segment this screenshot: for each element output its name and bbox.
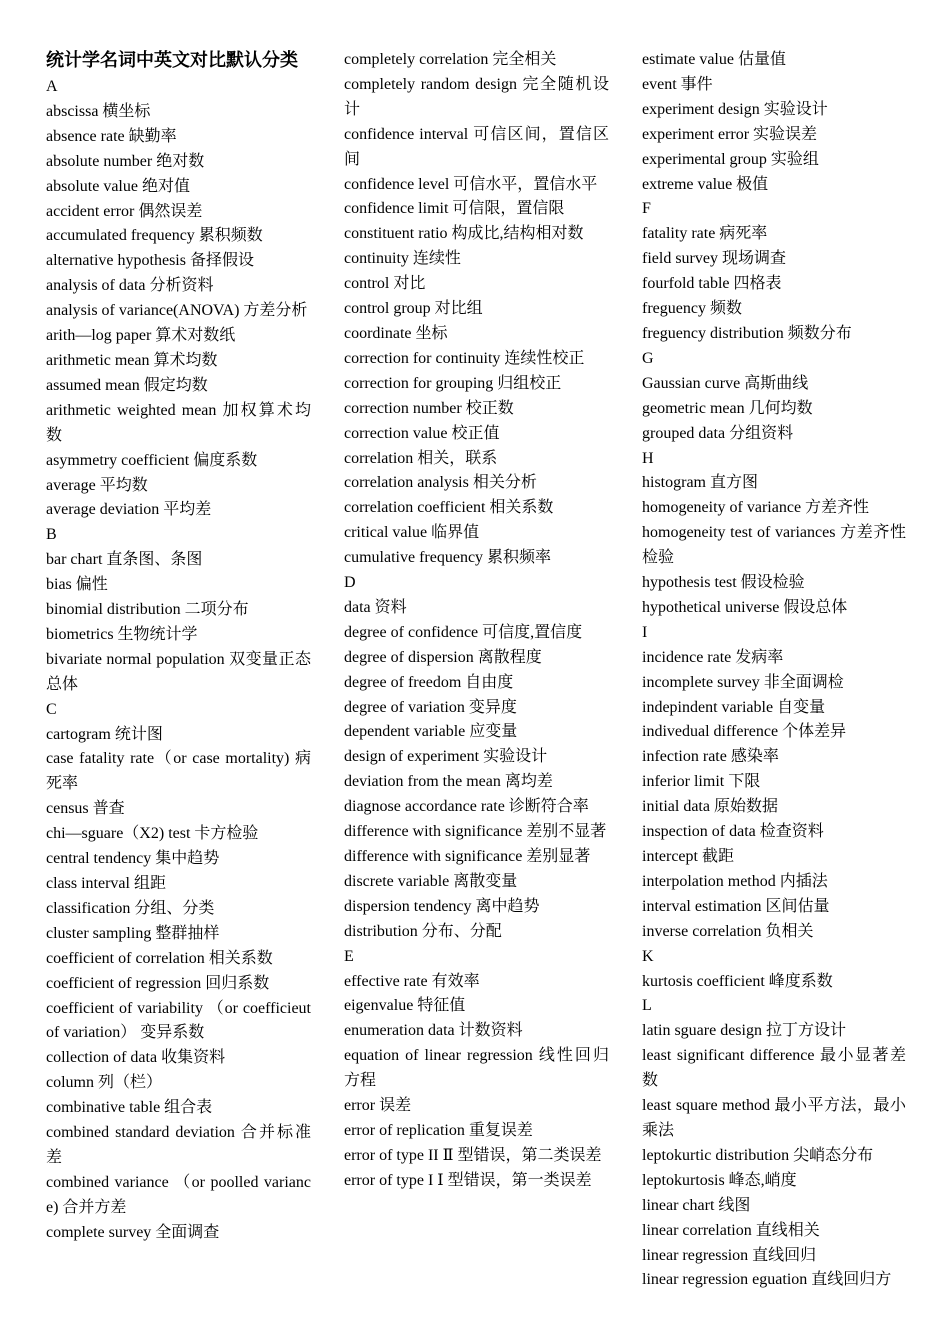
glossary-entry: indivedual difference 个体差异 <box>642 723 847 741</box>
glossary-entry: biometrics 生物统计学 <box>46 625 198 643</box>
glossary-entry: correction value 校正值 <box>344 424 500 442</box>
glossary-entry: correlation 相关，联系 <box>344 449 498 467</box>
column-1 <box>46 48 311 1246</box>
glossary-entry: confidence level 可信水平，置信水平 <box>344 175 598 193</box>
glossary-entry: Gaussian curve 高斯曲线 <box>642 374 809 392</box>
glossary-entry: analysis of variance(ANOVA) 方差分析 <box>46 302 308 320</box>
glossary-entry: arithmetic weighted mean 加权算术均数 <box>46 401 311 444</box>
glossary-entry: correlation coefficient 相关系数 <box>344 499 554 517</box>
glossary-entry: asymmetry coefficient 偏度系数 <box>46 451 258 469</box>
glossary-entry: cartogram 统计图 <box>46 725 163 743</box>
glossary-entry: accident error 偶然误差 <box>46 202 203 220</box>
glossary-entry: least square method 最小平方法，最小乘法 <box>642 1097 906 1139</box>
glossary-entry: absolute number 绝对数 <box>46 152 205 170</box>
glossary-entry: control 对比 <box>344 275 426 293</box>
glossary-entry: average deviation 平均差 <box>46 501 212 519</box>
glossary-entry: constituent ratio 构成比,结构相对数 <box>344 225 584 243</box>
glossary-entry: combinative table 组合表 <box>46 1099 213 1117</box>
glossary-entry: critical value 临界值 <box>344 524 480 542</box>
glossary-entry: bias 偏性 <box>46 576 108 594</box>
glossary-list-2 <box>344 48 609 1194</box>
glossary-entry: coefficient of correlation 相关系数 <box>46 949 273 967</box>
glossary-entry: cluster sampling 整群抽样 <box>46 924 220 942</box>
glossary-entry: freguency distribution 频数分布 <box>642 324 852 342</box>
glossary-entry: histogram 直方图 <box>642 474 758 492</box>
glossary-entry: completely random design 完全随机设计 <box>344 75 609 118</box>
glossary-list-3 <box>642 48 906 1293</box>
glossary-entry: experiment design 实验设计 <box>642 100 828 118</box>
glossary-entry: bivariate normal population 双变量正态总体 <box>46 650 311 693</box>
glossary-entry: degree of confidence 可信度,置信度 <box>344 623 583 641</box>
glossary-entry: binomial distribution 二项分布 <box>46 601 249 619</box>
glossary-entry: error of type I Ⅰ 型错误，第一类误差 <box>344 1171 592 1189</box>
glossary-entry: arith—log paper 算术对数纸 <box>46 327 236 345</box>
glossary-entry: incomplete survey 非全面调检 <box>642 673 844 691</box>
glossary-entry: combined standard deviation 合并标准差 <box>46 1124 311 1166</box>
glossary-list-1 <box>46 75 311 1246</box>
section-letter: I <box>642 623 648 641</box>
glossary-entry: degree of freedom 自由度 <box>344 673 514 691</box>
section-letter: D <box>344 574 356 592</box>
glossary-entry: incidence rate 发病率 <box>642 648 784 666</box>
glossary-entry: data 资料 <box>344 598 407 616</box>
glossary-entry: interpolation method 内插法 <box>642 872 828 890</box>
glossary-entry: arithmetic mean 算术均数 <box>46 351 218 369</box>
glossary-entry: initial data 原始数据 <box>642 798 778 816</box>
section-letter: A <box>46 78 58 95</box>
glossary-entry: grouped data 分组资料 <box>642 424 794 442</box>
glossary-entry: column 列（栏） <box>46 1074 162 1092</box>
glossary-entry: difference with significance 差别显著 <box>344 848 591 865</box>
glossary-entry: extreme value 极值 <box>642 175 769 193</box>
glossary-entry: case fatality rate（or case mortality) 病死率 <box>46 750 311 793</box>
glossary-entry: dependent variable 应变量 <box>344 723 518 741</box>
glossary-entry: inspection of data 检查资料 <box>642 823 824 841</box>
glossary-entry: coefficient of variability （or coefficieut of variation） 变异系数 <box>46 999 311 1042</box>
glossary-entry: inferior limit 下限 <box>642 773 761 791</box>
glossary-entry: linear chart 线图 <box>642 1196 751 1214</box>
glossary-entry: continuity 连续性 <box>344 250 461 268</box>
glossary-entry: interval estimation 区间估量 <box>642 897 830 915</box>
glossary-entry: fourfold table 四格表 <box>642 275 782 293</box>
glossary-entry: correction for continuity 连续性校正 <box>344 349 585 367</box>
glossary-entry: coefficient of regression 回归系数 <box>46 974 270 992</box>
glossary-entry: hypothetical universe 假设总体 <box>642 598 848 616</box>
glossary-entry: homogeneity test of variances 方差齐性检验 <box>642 524 906 567</box>
glossary-entry: design of experiment 实验设计 <box>344 748 548 766</box>
glossary-entry: diagnose accordance rate 诊断符合率 <box>344 798 589 816</box>
glossary-entry: geometric mean 几何均数 <box>642 399 813 417</box>
glossary-entry: classification 分组、分类 <box>46 899 215 917</box>
glossary-entry: average 平均数 <box>46 476 148 494</box>
glossary-entry: bar chart 直条图、条图 <box>46 551 203 569</box>
glossary-entry: fatality rate 病死率 <box>642 225 768 243</box>
glossary-entry: leptokurtosis 峰态,峭度 <box>642 1171 797 1189</box>
section-letter: H <box>642 449 654 467</box>
glossary-entry: class interval 组距 <box>46 875 166 892</box>
section-letter: F <box>642 200 651 218</box>
glossary-entry: experiment error 实验误差 <box>642 125 818 143</box>
glossary-entry: least significant difference 最小显著差数 <box>642 1047 906 1090</box>
glossary-entry: analysis of data 分析资料 <box>46 277 214 295</box>
section-letter: C <box>46 700 57 718</box>
glossary-entry: infection rate 感染率 <box>642 748 779 766</box>
glossary-entry: latin sguare design 拉丁方设计 <box>642 1022 846 1040</box>
glossary-entry: combined variance （or poolled variance) 合并方差 <box>46 1173 311 1216</box>
section-letter: G <box>642 349 654 367</box>
glossary-entry: leptokurtic distribution 尖峭态分布 <box>642 1146 874 1164</box>
glossary-entry: assumed mean 假定均数 <box>46 376 208 394</box>
glossary-entry: error of replication 重复误差 <box>344 1121 533 1139</box>
glossary-entry: eigenvalue 特征值 <box>344 997 466 1015</box>
glossary-entry: discrete variable 离散变量 <box>344 872 518 890</box>
glossary-entry: completely correlation 完全相关 <box>344 51 557 68</box>
glossary-entry: error of type II Ⅱ 型错误，第二类误差 <box>344 1146 602 1164</box>
document-title: 统计学名词中英文对比默认分类 <box>46 50 298 71</box>
glossary-entry: inverse correlation 负相关 <box>642 922 814 940</box>
glossary-entry: coordinate 坐标 <box>344 324 448 342</box>
glossary-entry: deviation from the mean 离均差 <box>344 773 553 791</box>
glossary-entry: estimate value 估量值 <box>642 51 786 68</box>
column-3 <box>642 48 906 1293</box>
glossary-entry: intercept 截距 <box>642 848 734 865</box>
glossary-entry: homogeneity of variance 方差齐性 <box>642 499 870 517</box>
glossary-entry: correlation analysis 相关分析 <box>344 474 537 492</box>
glossary-entry: chi—sguare（X2) test 卡方检验 <box>46 825 259 843</box>
section-letter: B <box>46 526 57 544</box>
glossary-entry: linear correlation 直线相关 <box>642 1221 820 1239</box>
glossary-entry: equation of linear regression 线性回归方程 <box>344 1047 609 1090</box>
glossary-entry: degree of dispersion 离散程度 <box>344 648 542 666</box>
glossary-entry: error 误差 <box>344 1097 412 1115</box>
glossary-entry: kurtosis coefficient 峰度系数 <box>642 972 833 990</box>
glossary-entry: absolute value 绝对值 <box>46 177 190 195</box>
glossary-entry: effective rate 有效率 <box>344 972 480 990</box>
glossary-entry: confidence interval 可信区间，置信区间 <box>344 125 609 168</box>
glossary-entry: correction for grouping 归组校正 <box>344 374 562 392</box>
glossary-entry: collection of data 收集资料 <box>46 1049 226 1067</box>
glossary-entry: dispersion tendency 离中趋势 <box>344 897 540 915</box>
glossary-entry: linear regression 直线回归 <box>642 1246 817 1264</box>
glossary-entry: cumulative frequency 累积频率 <box>344 549 552 567</box>
glossary-entry: accumulated frequency 累积频数 <box>46 227 263 245</box>
glossary-entry: complete survey 全面调查 <box>46 1223 220 1241</box>
glossary-entry: absence rate 缺勤率 <box>46 127 177 145</box>
glossary-entry: abscissa 横坐标 <box>46 102 151 120</box>
glossary-entry: confidence limit 可信限，置信限 <box>344 200 565 218</box>
glossary-entry: experimental group 实验组 <box>642 150 819 168</box>
glossary-entry: correction number 校正数 <box>344 399 514 417</box>
glossary-entry: enumeration data 计数资料 <box>344 1022 523 1040</box>
column-2 <box>344 48 609 1194</box>
section-letter: E <box>344 947 354 965</box>
glossary-entry: alternative hypothesis 备择假设 <box>46 252 254 270</box>
glossary-entry: census 普查 <box>46 800 125 818</box>
glossary-entry: degree of variation 变异度 <box>344 698 517 716</box>
glossary-entry: control group 对比组 <box>344 300 483 318</box>
glossary-entry: linear regression eguation 直线回归方 <box>642 1271 892 1289</box>
glossary-entry: freguency 频数 <box>642 300 742 318</box>
glossary-entry: field survey 现场调查 <box>642 250 786 268</box>
glossary-entry: difference with significance 差别不显著 <box>344 823 607 841</box>
glossary-entry: indepindent variable 自变量 <box>642 698 826 716</box>
section-letter: L <box>642 997 652 1015</box>
section-letter: K <box>642 947 654 965</box>
glossary-entry: distribution 分布、分配 <box>344 922 502 940</box>
glossary-entry: event 事件 <box>642 75 713 93</box>
glossary-entry: central tendency 集中趋势 <box>46 850 220 868</box>
glossary-entry: hypothesis test 假设检验 <box>642 574 805 592</box>
